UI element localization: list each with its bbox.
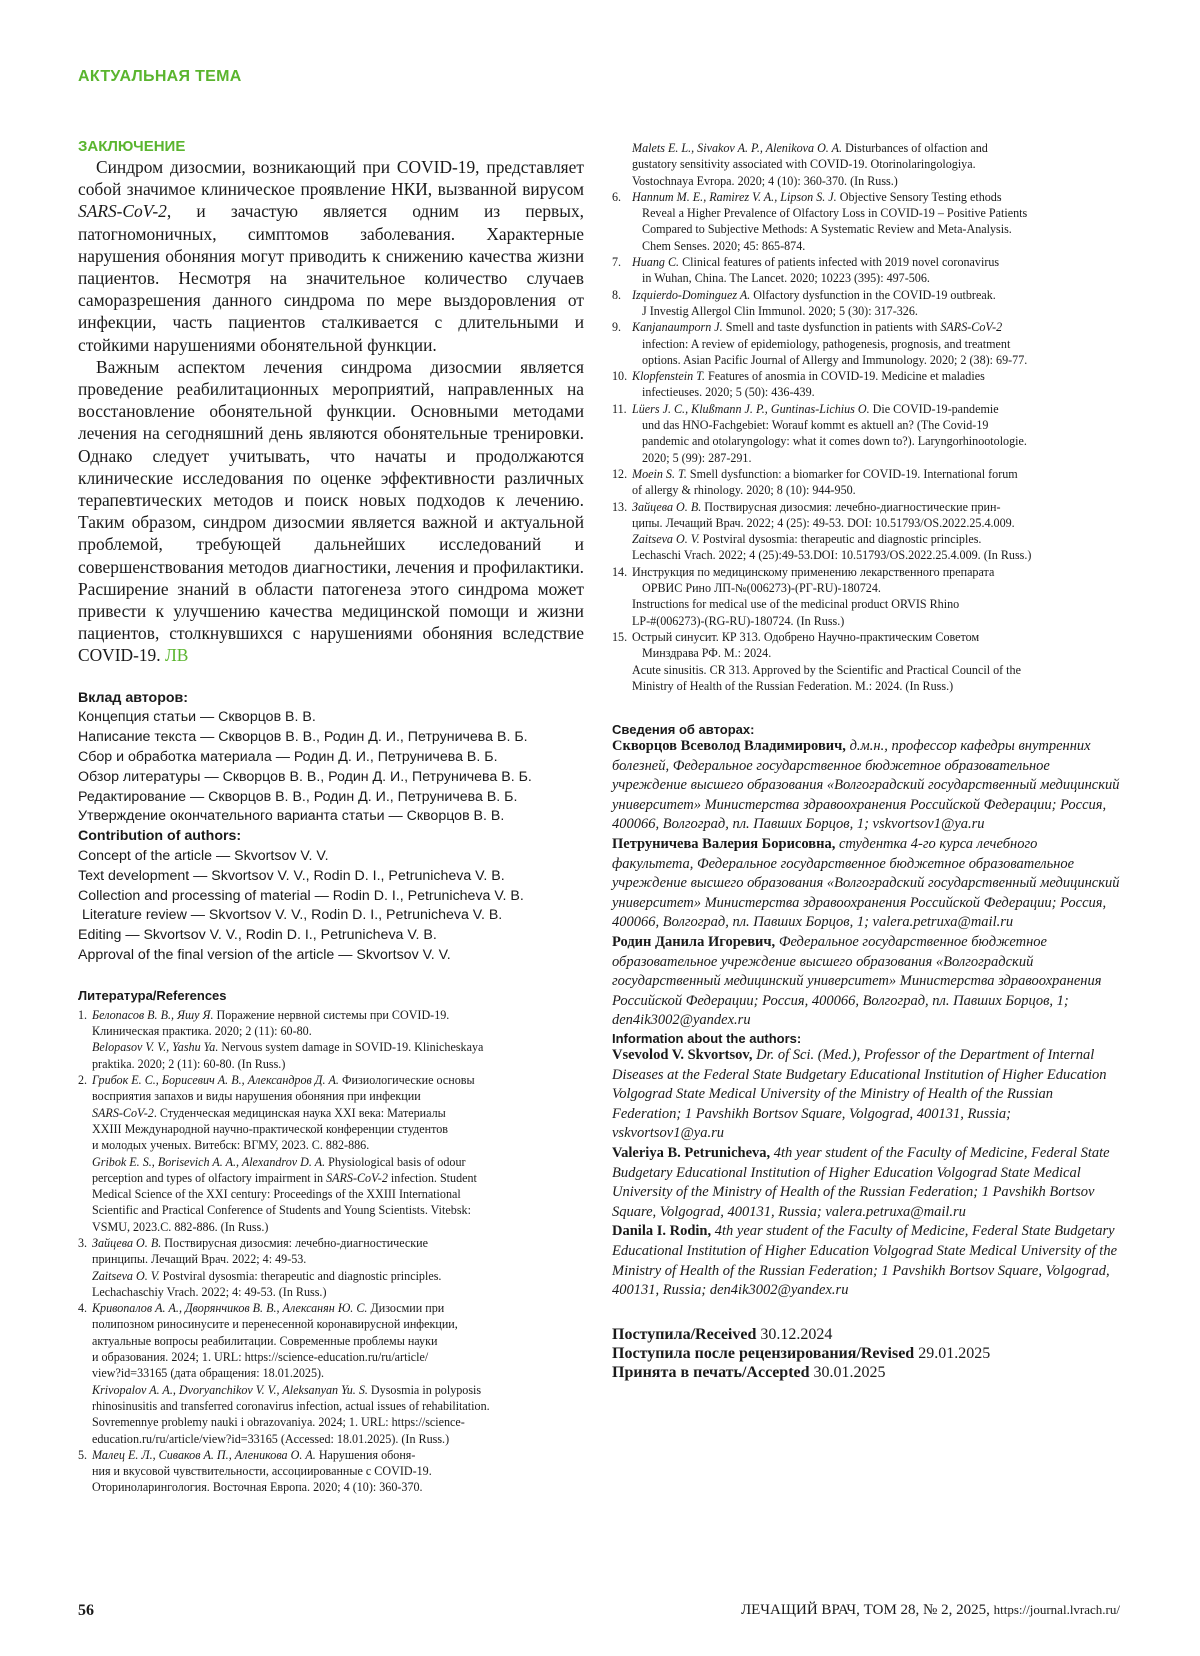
contrib-ru-heading: Вклад авторов:	[78, 689, 189, 706]
contrib-ru-line: Обзор литературы — Скворцов В. В., Родин Д. И., Петруничева В. Б.	[78, 768, 532, 785]
reference-item: 3. Зайцева О. В. Поствирусная дизосмия: лечебно-диагностические принципы. Лечащий Врач. 2022; 4: 49-53. Zaitseva O. V. Postviral dysosmia: therapeutic and diagnostic principles. Lechachaschiy Vrach. 2022; 4: 49-53. (In Russ.)	[78, 1235, 442, 1299]
journal-url[interactable]: https://journal.lvrach.ru/	[993, 1602, 1120, 1617]
contrib-en-line: Text development — Skvortsov V. V., Rodin D. I., Petrunicheva V. B.	[78, 867, 505, 884]
page-number: 56	[78, 1602, 94, 1619]
journal-mark: ЛВ	[164, 645, 189, 666]
contrib-en-line: Editing — Skvortsov V. V., Rodin D. I., Petrunicheva V. B.	[78, 927, 437, 944]
reference-item: 7. Huang C. Clinical features of patients infected with 2019 novel coronavirus in Wuhan, China. The Lancet. 2020; 10223 (395): 497-506.	[612, 255, 1000, 286]
reference-item: 4. Кривопалов А. А., Дворянчиков В. В., Алексанян Ю. С. Дизосмии при полипозном риносинусите и перенесенной коронавирусной инфекции, актуальные вопросы реабилитации. Современные проблемы науки и образования. 2024; 1. URL: https://science-education.ru/ru/article/ view?id=33165 (дата обращения: 18.01.2025). Krivopalov A. A., Dvoryanchikov V. V., Aleksanyan Yu. S. Dysosmia in polyposis rhinosinusitis and transferred coronavirus infection, actual issues of rehabilitation. Sovremennye problemy nauki i obrazovaniya. 2024; 1. URL: https://science- education.ru/ru/article/view?id=33165 (Accessed: 18.01.2025). (In Russ.)	[78, 1301, 490, 1446]
contrib-en-line: Literature review — Skvortsov V. V., Rodin D. I., Petrunicheva V. B.	[78, 907, 503, 924]
authors-ru-heading: Сведения об авторах:	[612, 722, 755, 738]
contrib-ru-line: Сбор и обработка материала — Родин Д. И., Петруничева В. Б.	[78, 749, 498, 766]
reference-item: 15. Острый синусит. КР 313. Одобрено Научно-практическим Советом Минздрава РФ. М.: 2024. Acute sinusitis. CR 313. Approved by the Scientific and Practical Council of the Ministry of Health of the Russian Federation. M.: 2024. (In Russ.)	[612, 629, 1021, 693]
reference-item: 10. Klopfenstein T. Features of anosmia in COVID-19. Medicine et maladies infectieuses. 2020; 5 (50): 436-439.	[612, 369, 985, 400]
contrib-ru-line: Утверждение окончательного варианта статьи — Скворцов В. В.	[78, 808, 505, 825]
reference-item: 1. Белопасов В. В., Яшу Я. Поражение нервной системы при COVID-19. Клиническая практика. 2020; 2 (11): 60-80. Belopasov V. V., Yashu Ya. Nervous system damage in SOVID-19. Klinicheskaya praktika. 2020; 2 (11): 60-80. (In Russ.)	[78, 1007, 484, 1071]
reference-item: 6. Hannum M. E., Ramirez V. A., Lipson S. J. Objective Sensory Testing ethods Reveal a Higher Prevalence of Olfactory Loss in COVID-19 – Positive Patients Compared to Subjective Methods: A Systematic Review and Meta-Analysis. Chem Senses. 2020; 45: 865-874.	[612, 189, 1028, 253]
reference-item: 11. Lüers J. C., Klußmann J. P., Guntinas-Lichius O. Die COVID-19-pandemie und das HNO-Fachgebiet: Worauf kommt es aktuell an? (The Covid-19 pandemic and otolaryngology: what it comes down to?). Laryngorhinootologie. 2020; 5 (99): 287-291.	[612, 401, 1027, 465]
contrib-en-line: Approval of the final version of the article — Skvortsov V. V.	[78, 947, 451, 964]
conclusion-paragraph-1: Синдром дизосмии, возникающий при COVID-19, представляет собой значимое клиническое проявление НКИ, вызванной вирусом SARS-CoV-2, и зачастую является одним из первых, патогномоничных, симптомов заболевания. Характерные нарушения обоняния могут приводить к снижению качества жизни пациентов. Несмотря на значительное количество случаев саморазрешения данного синдрома по мере выздоровления от инфекции, часть пациентов сталкивается с длительными и стойкими нарушениями обонятельной функции.	[78, 157, 584, 355]
reference-item: 12. Moein S. T. Smell dysfunction: a biomarker for COVID-19. International forum of allergy & rhinology. 2020; 8 (10): 944-950.	[612, 466, 1018, 498]
reference-item-continued: Malets E. L., Sivakov A. P., Alenikova O. A. Disturbances of olfaction and gustatory sensitivity associated with COVID-19. Otorinolaringologiya. Vostochnaya Evropa. 2020; 4 (10): 360-370. (In Russ.)	[632, 141, 988, 188]
journal-footer: ЛЕЧАЩИЙ ВРАЧ, ТОМ 28, № 2, 2025, https://journal.lvrach.ru/	[740, 1602, 1120, 1618]
conclusion-paragraph-2: Важным аспектом лечения синдрома дизосмии является проведение реабилитационных мероприятий, направленных на восстановление обонятельной функции. Основными методами лечения на сегодняшний день являются обонятельные тренировки. Однако следует учитывать, что начаты и продолжаются клинические исследования по оценке эффективности различных терапевтических методов и поиск новых подходов к лечению. Таким образом, синдром дизосмии является важной и актуальной проблемой, требующей дальнейших исследований и совершенствования методов диагностики, лечения и профилактики. Расширение знаний в области патогенеза этого синдрома может привести к улучшению качества медицинской помощи и жизни пациентов, столкнувшихся с нарушениями обоняния вследствие COVID-19. ЛВ	[78, 356, 584, 666]
references-heading: Литература/References	[78, 987, 227, 1003]
reference-item: 13. Зайцева О. В. Поствирусная дизосмия: лечебно-диагностические прин- ципы. Лечащий Врач. 2022; 4 (25): 49-53. DOI: 10.51793/OS.2022.25.4.009. Zaitseva O. V. Postviral dysosmia: therapeutic and diagnostic principles. Lechaschi Vrach. 2022; 4 (25):49-53.DOI: 10.51793/OS.2022.25.4.009. (In Russ.)	[612, 499, 1032, 563]
reference-item: 2. Грибок Е. С., Борисевич А. В., Александров Д. А. Физиологические основы восприятия запахов и виды нарушения обоняния при инфекции SARS-CoV-2. Студенческая медицинская наука XXI века: Материалы XXIII Международной научно-практической конференции студентов и молодых ученых. Витебск: ВГМУ, 2023. С. 882-886. Gribok E. S., Borisevich A. A., Alexandrov D. A. Physiological basis of odour perception and types of olfactory impairment in SARS-CoV-2 infection. Student Medical Science of the XXI century: Proceedings of the XXIII International Scientific and Practical Conference of Students and Young Scientists. Vitebsk: VSMU, 2023.С. 882-886. (In Russ.)	[78, 1073, 477, 1234]
reference-item: 8. Izquierdo-Dominguez A. Olfactory dysfunction in the COVID-19 outbreak. J Investig Allergol Clin Immunol. 2020; 5 (30): 317-326.	[612, 287, 996, 318]
author-ru-2: Петруничева Валерия Борисовна, студентка 4-го курса лечебного факультета, Федеральное государственное бюджетное образовательное учреждение высшего образования «Волгоградский государственный медицинский университет» Министерства здравоохранения Российской Федерации; Россия, 400066, Волгоград, пл. Павших Борцов, 1; valera.petruxa@mail.ru	[612, 836, 1120, 931]
left-column	[78, 138, 584, 1496]
article-dates	[612, 1325, 1120, 1382]
date-revised: Поступила после рецензирования/Revised 29.01.2025	[612, 1344, 991, 1362]
author-en-2: Valeriya B. Petrunicheva, 4th year student of the Faculty of Medicine, Federal State Budgetary Educational Institution of Higher Education Volgograd State Medical University of the Ministry of Health of the Russian Federation; 1 Pavshikh Bortsov Square, Volgograd, 400131, Russia; valera.petruxa@mail.ru	[612, 1144, 1110, 1220]
date-accepted: Принята в печать/Accepted 30.01.2025	[612, 1363, 886, 1381]
reference-item: 14. Инструкция по медицинскому применению лекарственного препарата ОРВИС Рино ЛП-№(006273)-(РГ-RU)-180724. Instructions for medical use of the medicinal product ORVIS Rhino LP-#(006273)-(RG-RU)-180724. (In Russ.)	[612, 564, 995, 628]
date-received: Поступила/Received 30.12.2024	[612, 1325, 833, 1343]
contrib-en-line: Collection and processing of material — Rodin D. I., Petrunicheva V. B.	[78, 887, 524, 904]
contrib-ru-line: Написание текста — Скворцов В. В., Родин Д. И., Петруничева В. Б.	[78, 729, 528, 746]
contrib-ru-line: Концепция статьи — Скворцов В. В.	[78, 709, 316, 726]
right-column	[612, 140, 1120, 1382]
author-ru-3: Родин Данила Игоревич, Федеральное государственное бюджетное образовательное учреждение высшего образования «Волгоградский государственный медицинский университет» Министерства здравоохранения Российской Федерации; Россия, 400066, Волгоград, пл. Павших Борцов, 1; den4ik3002@yandex.ru	[612, 934, 1102, 1029]
contrib-ru-line: Редактирование — Скворцов В. В., Родин Д. И., Петруничева В. Б.	[78, 788, 518, 805]
authors-en-heading: Information about the authors:	[612, 1031, 802, 1046]
author-en-1: Vsevolod V. Skvortsov, Dr. of Sci. (Med.), Professor of the Department of Internal Diseases at the Federal State Budgetary Educational Institution of Higher Education Volgograd State Medical University of the Ministry of Health of the Russian Federation; 1 Pavshikh Bortsov Square, Volgograd, 400131, Russia; vskvortsov1@ya.ru	[612, 1047, 1107, 1142]
reference-item: 9. Kanjanaumporn J. Smell and taste dysfunction in patients with SARS-CoV-2 infection: A review of epidemiology, pathogenesis, prognosis, and treatment options. Asian Pacific Journal of Allergy and Immunology. 2020; 2 (38): 69-77.	[612, 320, 1028, 367]
contrib-en-heading: Contribution of authors:	[78, 828, 242, 845]
author-contributions	[78, 689, 584, 966]
references-list-right	[612, 140, 1120, 694]
author-en-3: Danila I. Rodin, 4th year student of the Faculty of Medicine, Federal State Budgetary Educational Institution of Higher Education Volgograd State Medical University of the Ministry of Health of the Russian Federation; 1 Pavshikh Bortsov Square, Volgograd, 400131, Russia; den4ik3002@yandex.ru	[612, 1223, 1118, 1299]
author-ru-1: Скворцов Всеволод Владимирович, д.м.н., профессор кафедры внутренних болезней, Федеральное государственное бюджетное образовательное учреждение высшего образования «Волгоградский государственный медицинский университет» Министерства здравоохранения Российской Федерации; Россия, 400066, Волгоград, пл. Павших Борцов, 1; vskvortsov1@ya.ru	[612, 738, 1120, 833]
contrib-en-line: Concept of the article — Skvortsov V. V.	[78, 848, 329, 865]
section-tag: АКТУАЛЬНАЯ ТЕМА	[78, 68, 242, 85]
conclusion-heading: ЗАКЛЮЧЕНИЕ	[78, 138, 186, 155]
virus-name: SARS-CoV-2	[78, 201, 167, 222]
reference-item: 5. Малец Е. Л., Сиваков А. П., Аленикова О. А. Нарушения обоня- ния и вкусовой чувствительности, ассоциированные с COVID-19. Оториноларингология. Восточная Европа. 2020; 4 (10): 360-370.	[78, 1447, 432, 1495]
references-list-left	[78, 1007, 584, 1496]
